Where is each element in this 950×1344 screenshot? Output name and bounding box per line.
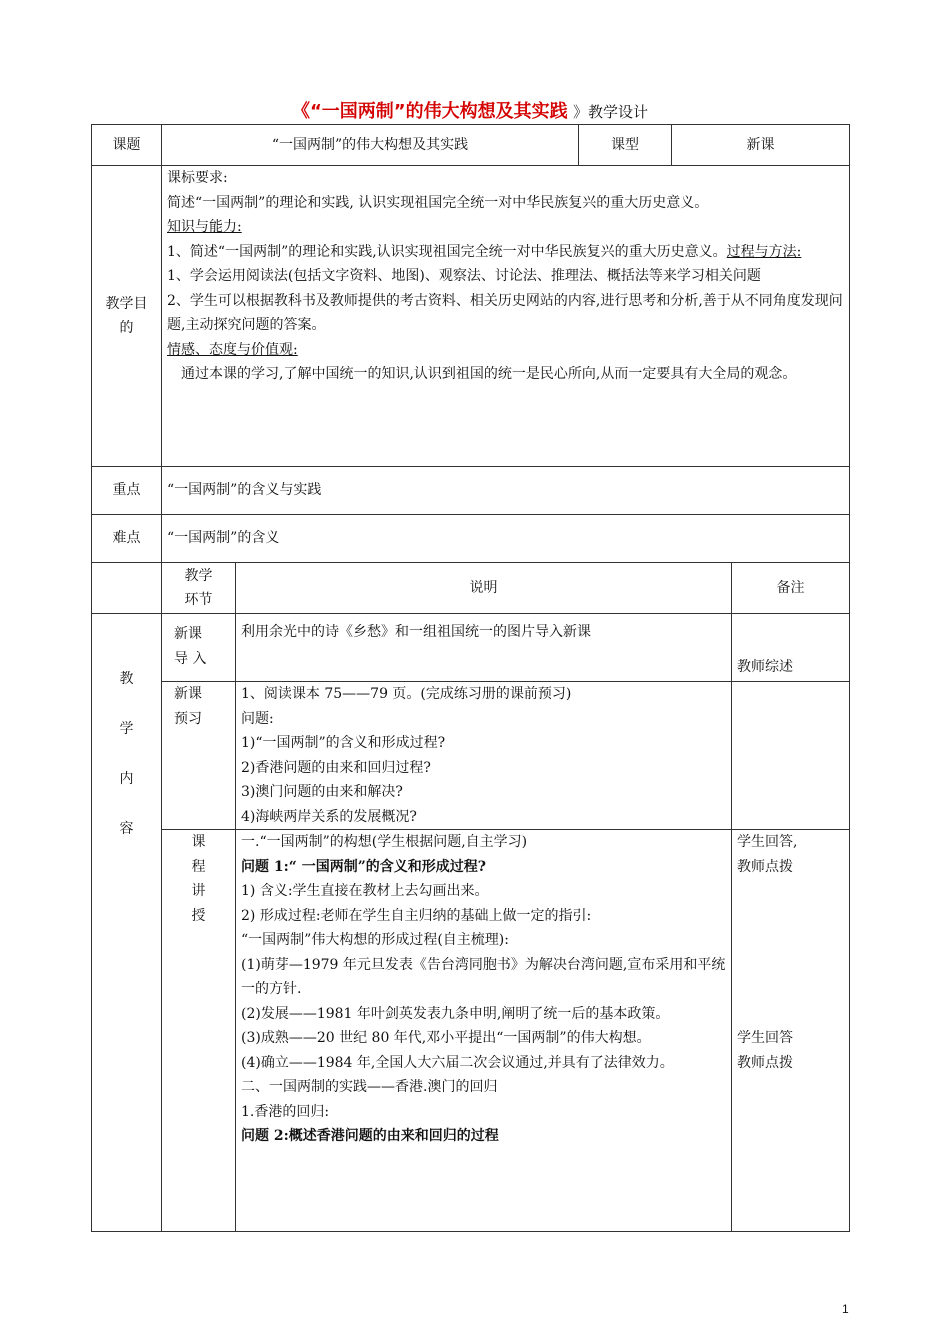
topic-value: “一国两制”的伟大构想及其实践 xyxy=(162,125,579,166)
difficult-point-row xyxy=(92,515,850,563)
type-label: 课型 xyxy=(579,125,672,166)
lecture-row xyxy=(92,830,850,1232)
pm-line-2: 2、学生可以根据教科书及教师提供的考古资料、相关历史网站的内容,进行思考和分析,善于从不同角度发现问题,主动探究问题的答案。 xyxy=(167,292,843,333)
req-text: 简述“一国两制”的理论和实践, 认识实现祖国完全统一对中华民族复兴的重大历史意义。 xyxy=(167,194,709,211)
stage-header: 教学 环节 xyxy=(162,563,236,614)
process-header-empty xyxy=(92,563,162,614)
note-header: 备注 xyxy=(732,563,850,614)
objectives-content xyxy=(162,166,850,467)
intro-row xyxy=(92,614,850,682)
ka-title: 知识与能力: xyxy=(167,219,242,235)
process-header-row xyxy=(92,563,850,614)
title-main: 《“一国两制”的伟大构想及其实践 xyxy=(291,101,568,122)
desc-header: 说明 xyxy=(236,563,732,614)
ev-title: 情感、态度与价值观: xyxy=(167,341,298,358)
lesson-plan-table xyxy=(91,124,850,1232)
intro-note: 教师综述 xyxy=(732,614,850,682)
header-row xyxy=(92,125,850,166)
content-label: 教 学 内 容 xyxy=(92,614,162,1232)
lecture-desc: 一.“一国两制”的构想(学生根据问题,自主学习) 问题 1:“ 一国两制”的含义和形成过程? 1) 含义:学生直接在教材上去勾画出来。 2) 形成过程:老师在学生自主归纳的基础上做一定的指引: “一国两制”伟大构想的形成过程(自主梳理): (1)萌芽—1979 年元旦发表《告台湾同胞书》为解决台湾问题,宣布采用和平统一的方针. (2)发展——1981 年叶剑英发表九条申明,阐明了统一后的基本政策。 (3)成熟——20 世纪 80 年代,邓小平提出“一国两制”的伟大构想。 (4)确立——1984 年,全国人大六届二次会议通过,并具有了法律效力。 二、一国两制的实践——香港.澳门的回归 1.香港的回归: 问题 2:概述香港问题的由来和回归的过程 xyxy=(236,830,732,1232)
pm-line-1: 1、学会运用阅读法(包括文字资料、地图)、观察法、讨论法、推理法、概括法等来学习相关问题 xyxy=(167,268,761,284)
lecture-note: 学生回答, 教师点拨 学生回答 教师点拨 xyxy=(732,830,850,1232)
difficult-point-label: 难点 xyxy=(92,515,162,563)
document-title xyxy=(90,100,850,124)
intro-desc: 利用余光中的诗《乡愁》和一组祖国统一的图片导入新课 xyxy=(236,614,732,682)
preview-row xyxy=(92,682,850,830)
key-point-row xyxy=(92,467,850,515)
topic-label: 课题 xyxy=(92,125,162,166)
intro-stage: 新课 导 入 xyxy=(162,614,236,682)
objectives-row xyxy=(92,166,850,467)
req-title: 课标要求: xyxy=(167,170,228,186)
difficult-point-text: “一国两制”的含义 xyxy=(162,515,850,563)
lecture-stage: 课 程 讲 授 xyxy=(162,830,236,1232)
page-number: 1 xyxy=(842,1302,849,1316)
preview-note xyxy=(732,682,850,830)
title-suffix: 》教学设计 xyxy=(573,103,649,121)
key-point-label: 重点 xyxy=(92,467,162,515)
preview-desc: 1、阅读课本 75——79 页。(完成练习册的课前预习) 问题: 1)“一国两制”的含义和形成过程? 2)香港问题的由来和回归过程? 3)澳门问题的由来和解决? 4)海峡两岸关系的发展概况? xyxy=(236,682,732,830)
preview-stage: 新课 预习 xyxy=(162,682,236,830)
ka-text: 1、简述“一国两制”的理论和实践,认识实现祖国完全统一对中华民族复兴的重大历史意义。过程与方法: xyxy=(167,243,802,260)
objectives-label: 教学目 的 xyxy=(92,166,162,467)
ev-text: 通过本课的学习,了解中国统一的知识,认识到祖国的统一是民心所向,从而一定要具有大全局的观念。 xyxy=(181,366,797,382)
pm-title: 过程与方法: xyxy=(726,243,802,260)
type-value: 新课 xyxy=(672,125,850,166)
key-point-text: “一国两制”的含义与实践 xyxy=(162,467,850,515)
